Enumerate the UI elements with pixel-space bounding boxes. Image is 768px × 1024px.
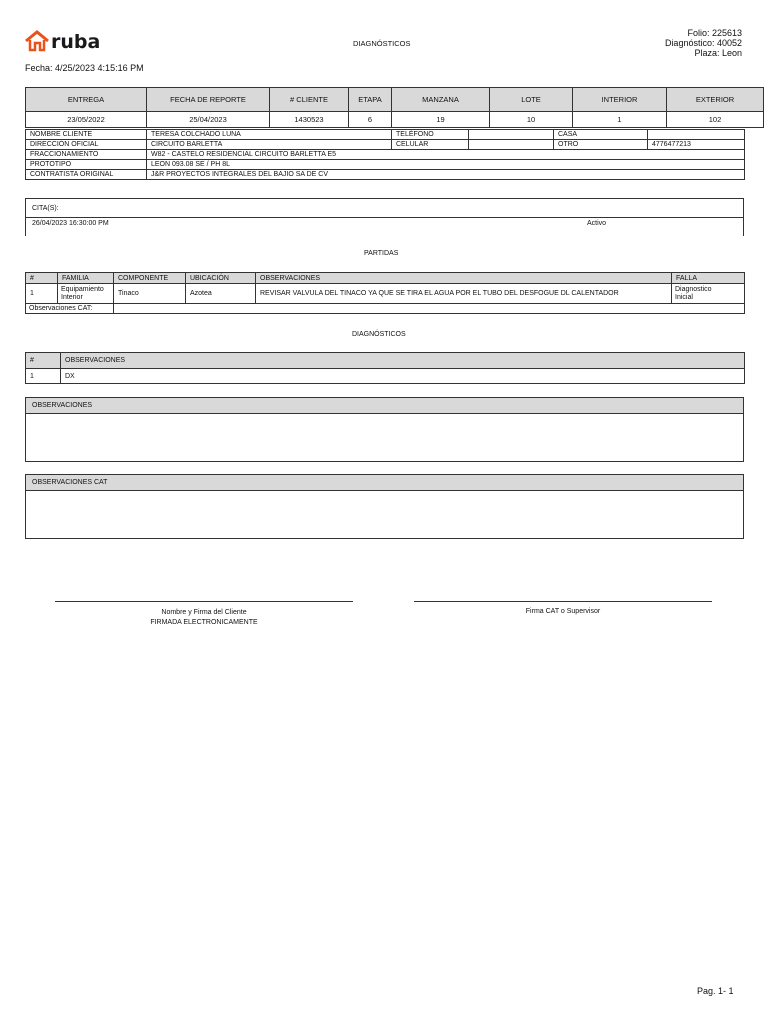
- partidas-header-familia: FAMILIA: [58, 273, 114, 284]
- observaciones-cat-header: [26, 475, 743, 491]
- direccion-label: DIRECCIÓN OFICIAL: [26, 140, 147, 150]
- contratista-label: CONTRATISTA ORIGINAL: [26, 170, 147, 180]
- prototipo-label: PROTOTIPO: [26, 160, 147, 170]
- partida-observaciones: REVISAR VALVULA DEL TINACO YA QUE SE TIRA EL AGUA POR EL TUBO DEL DESFOGUE DL CALENTADOR: [256, 284, 672, 304]
- value-cliente: 1430523: [270, 112, 349, 128]
- observaciones-label: OBSERVACIONES: [32, 402, 93, 409]
- casa-label: CASA: [554, 130, 648, 140]
- cliente-signature-label: Nombre y Firma del Cliente: [161, 609, 247, 616]
- citas-divider: [25, 217, 744, 218]
- partidas-header-componente: COMPONENTE: [114, 273, 186, 284]
- plaza-text: Plaza: Leon: [694, 48, 742, 58]
- observaciones-cat-label: OBSERVACIONES CAT: [32, 479, 108, 486]
- partidas-header-observaciones: OBSERVACIONES: [256, 273, 672, 284]
- citas-label: CITA(S):: [32, 205, 59, 212]
- header-exterior: EXTERIOR: [667, 88, 764, 112]
- casa-value: [648, 130, 745, 140]
- obs-cat-label: Observaciones CAT:: [26, 304, 114, 314]
- cat-signature-line: [414, 601, 712, 602]
- partida-familia-line1: Equipamiento: [61, 285, 104, 293]
- partida-componente: Tinaco: [114, 284, 186, 304]
- main-info-table: [25, 87, 764, 128]
- partidas-table: [25, 272, 745, 314]
- header-entrega: ENTREGA: [26, 88, 147, 112]
- cat-signature-label: Firma CAT o Supervisor: [525, 608, 601, 615]
- house-logo-icon: [24, 30, 50, 52]
- diag-header-num: #: [26, 353, 61, 369]
- value-interior: 1: [573, 112, 667, 128]
- citas-datetime: 26/04/2023 16:30:00 PM: [32, 220, 109, 227]
- header-lote: LOTE: [490, 88, 573, 112]
- header-manzana: MANZANA: [392, 88, 490, 112]
- telefono-label: TELÉFONO: [392, 130, 469, 140]
- ruba-logo: [24, 30, 104, 54]
- header-interior: INTERIOR: [573, 88, 667, 112]
- partidas-header-num: #: [26, 273, 58, 284]
- value-entrega: 23/05/2022: [26, 112, 147, 128]
- fraccionamiento-label: FRACCIONAMIENTO: [26, 150, 147, 160]
- partida-falla-line1: Diagnostico: [675, 285, 712, 293]
- telefono-value: [469, 130, 554, 140]
- page-title: DIAGNÓSTICOS: [353, 39, 411, 48]
- nombre-value: TERESA COLCHADO LUNA: [147, 130, 392, 140]
- fraccionamiento-value: W82 - CASTELO RESIDENCIAL CIRCUITO BARLETTA E5: [147, 150, 745, 160]
- value-manzana: 19: [392, 112, 490, 128]
- folio-text: Folio: 225613: [687, 28, 742, 38]
- celular-value: [469, 140, 554, 150]
- diagnosticos-title: DIAGNÓSTICOS: [352, 331, 406, 338]
- partidas-title: PARTIDAS: [364, 250, 399, 257]
- header-right: [665, 28, 742, 58]
- header-etapa: ETAPA: [349, 88, 392, 112]
- citas-status: Activo: [587, 220, 607, 227]
- diagnosticos-table: [25, 352, 745, 384]
- diag-header-observaciones: OBSERVACIONES: [61, 353, 745, 369]
- client-info-table: [25, 129, 745, 180]
- cliente-signature-line: [55, 601, 353, 602]
- value-lote: 10: [490, 112, 573, 128]
- page-number: Pag. 1- 1: [697, 986, 734, 996]
- partida-familia-line2: Interior: [61, 293, 83, 301]
- cliente-signature-text: [55, 608, 353, 628]
- observaciones-cat-box: [25, 474, 744, 539]
- partidas-header-ubicacion: UBICACIÓN: [186, 273, 256, 284]
- direccion-value: CIRCUITO BARLETTA: [147, 140, 392, 150]
- partida-falla: [672, 284, 745, 304]
- celular-label: CELULAR: [392, 140, 469, 150]
- diagnostico-text: Diagnóstico: 40052: [664, 38, 742, 48]
- observaciones-header: [26, 398, 743, 414]
- partidas-header-falla: FALLA: [672, 273, 745, 284]
- otro-value: 4776477213: [648, 140, 745, 150]
- otro-label: OTRO: [554, 140, 648, 150]
- contratista-value: J&R PROYECTOS INTEGRALES DEL BAJIO SA DE CV: [147, 170, 745, 180]
- partida-familia: [58, 284, 114, 304]
- value-exterior: 102: [667, 112, 764, 128]
- header-fecha-reporte: FECHA DE REPORTE: [147, 88, 270, 112]
- partida-falla-line2: Inicial: [675, 293, 693, 301]
- cliente-signature-note: FIRMADA ELECTRONICAMENTE: [150, 619, 258, 626]
- observaciones-box: [25, 397, 744, 462]
- value-etapa: 6: [349, 112, 392, 128]
- partida-num: 1: [26, 284, 58, 304]
- partida-ubicacion: Azotea: [186, 284, 256, 304]
- header-cliente: # CLIENTE: [270, 88, 349, 112]
- logo-text: ruba: [51, 31, 101, 53]
- fecha-text: Fecha: 4/25/2023 4:15:16 PM: [25, 63, 144, 73]
- obs-cat-value: [114, 304, 745, 314]
- nombre-label: NOMBRE CLIENTE: [26, 130, 147, 140]
- partidas-row: [26, 284, 745, 304]
- value-fecha-reporte: 25/04/2023: [147, 112, 270, 128]
- prototipo-value: LEON 093.08 SE / PH 8L: [147, 160, 745, 170]
- diag-obs: DX: [61, 369, 745, 384]
- diag-num: 1: [26, 369, 61, 384]
